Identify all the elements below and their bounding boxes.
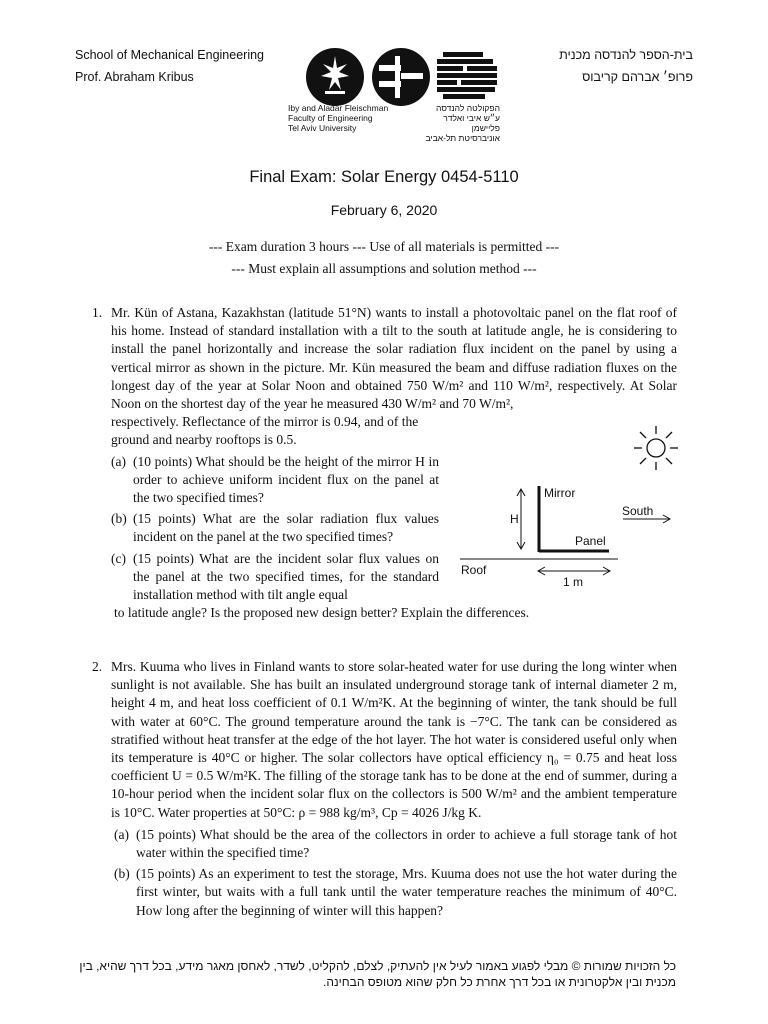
faculty-he-line-3: אוניברסיטת תל-אביב	[425, 133, 500, 143]
question-1a-text: (10 points) What should be the height of the mirror H in order to achieve uniform incident flux on the panel at the two specified times?	[133, 453, 439, 506]
question-2a	[114, 826, 677, 862]
question-2a-label: (a)	[114, 826, 129, 842]
professor-name-en: Prof. Abraham Kribus	[75, 70, 194, 84]
faculty-line-1: Iby and Aladar Fleischman	[288, 103, 389, 113]
mirror-panel-diagram	[455, 418, 695, 593]
copyright-notice: כל הזכויות שמורות © מבלי לפגוע באמור לעיל אין להעתיק, לצלם, להקליט, לשדר, לאחסן מאגר מידע, בכל דרך שהיא, בין מכנית ובין אלקטרונית או בכל דרך אחרת כל חלק שהוא מטופס הבחינה.	[79, 959, 676, 989]
engineering-logo	[372, 48, 430, 106]
exam-rule-1: --- Exam duration 3 hours --- Use of all materials is permitted ---	[208, 239, 560, 254]
school-name-he: בית-הספר להנדסה מכנית	[559, 48, 693, 62]
roof-label: Roof	[461, 563, 487, 577]
question-1-text-cont: respectively. Reflectance of the mirror is 0.94, and of the ground and nearby rooftops is 0.5.	[111, 414, 419, 448]
question-2a-text: (15 points) What should be the area of the collectors in order to achieve a full storage tank of hot water within the specified time?	[136, 826, 677, 861]
question-1b	[111, 510, 439, 546]
question-1a	[111, 453, 439, 508]
question-2-text: Mrs. Kuuma who lives in Finland wants to store solar-heated water for use during the long winter when sunlight is not available. She has built an insulated underground storage tank of internal diameter 2 m, height 4 m, and heat loss coefficient of 0.1 W/m²K. At the beginning of winter, the tank should be full with water at 60°C. The ground temperature around the tank is −7°C. The tank can be considered as stratified without heat transfer at the edge of the hot layer. The hot water is considered useful only when its temperature is 40°C or higher. The solar collectors have optical efficiency η₀ = 0.75 and heat loss coefficient U = 0.5 W/m²K. The filling of the storage tank has to be done at the end of summer, during a 10-hour period when the incident solar flux on the collectors is 500 W/m² and the ambient temperature is 10°C. Water properties at 50°C: ρ = 988 kg/m³, Cp = 4026 J/kg K.	[111, 659, 677, 820]
university-logo	[303, 46, 503, 108]
exam-rule-2: --- Must explain all assumptions and solution method ---	[231, 261, 537, 276]
faculty-he-line-2: ע״ש איבי ואלדר פליישמן	[443, 113, 500, 133]
question-1b-text: (15 points) What are the solar radiation flux values incident on the panel at the two specified times?	[133, 511, 439, 545]
question-2b	[114, 865, 677, 920]
stripes-logo	[437, 52, 497, 99]
width-label: 1 m	[563, 575, 584, 589]
question-1a-label: (a)	[111, 453, 126, 469]
question-1c	[111, 550, 439, 605]
question-2	[92, 658, 677, 920]
header-right	[559, 44, 693, 88]
question-2b-text: (15 points) As an experiment to test the storage, Mrs. Kuuma does not use the hot water during the first winter, but waits with a full tank until the water temperature reaches the minimum of 40°C. How long after the beginning of winter will this happen?	[136, 866, 677, 918]
sun-icon	[634, 426, 678, 470]
header-left	[75, 44, 264, 88]
faculty-he-line-1: הפקולטה להנדסה	[436, 103, 500, 113]
school-name-en: School of Mechanical Engineering	[75, 48, 265, 62]
question-2b-label: (b)	[114, 866, 130, 882]
question-1b-label: (b)	[111, 511, 127, 527]
mirror-label: Mirror	[544, 486, 576, 500]
south-label: South	[622, 504, 654, 518]
faculty-line-2: Faculty of Engineering	[288, 113, 373, 123]
question-1c-text: (15 points) What are the incident solar flux values on the panel at the two specified times, for the standard installation method with tilt angle equal	[133, 550, 439, 603]
height-label: H	[510, 512, 519, 526]
faculty-line-3: Tel Aviv University	[288, 123, 357, 133]
professor-name-he: פרופ׳ אברהם קריבוס	[582, 70, 693, 84]
panel-label: Panel	[575, 534, 606, 548]
question-1-text: Mr. Kün of Astana, Kazakhstan (latitude 51°N) wants to install a photovoltaic panel on the flat roof of his home. Instead of standard installation with a tilt to the south at latitude angle, he is considering to install the panel horizontally and increase the solar radiation flux incident on the panel by using a vertical mirror as shown in the picture. Mr. Kün measured the beam and diffuse radiation fluxes on the longest day of the year at Solar Noon and obtained 750 W/m² and 110 W/m², respectively. At Solar Noon on the shortest day of the year he measured 430 W/m² and 70 W/m²,	[111, 305, 677, 412]
faculty-name-he	[420, 103, 500, 143]
question-1c-text-cont: to latitude angle? Is the proposed new design better? Explain the differences.	[114, 605, 530, 621]
faculty-name-en	[288, 103, 388, 133]
question-2-number: 2.	[92, 659, 103, 674]
exam-date: February 6, 2020	[330, 202, 438, 218]
question-1c-label: (c)	[111, 550, 126, 566]
tau-seal-logo	[306, 48, 364, 106]
width-arrow-icon	[538, 567, 610, 575]
question-1-number: 1.	[92, 305, 103, 320]
exam-title: Final Exam: Solar Energy 0454-5110	[249, 168, 519, 186]
